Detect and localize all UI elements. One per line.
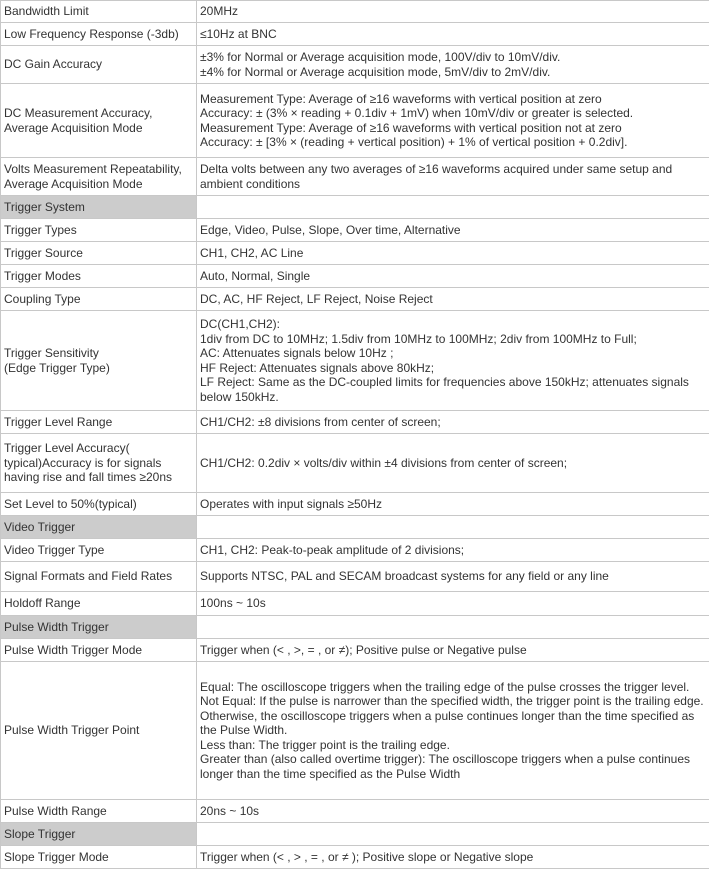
spec-label: DC Gain Accuracy bbox=[1, 46, 197, 84]
spec-label: Signal Formats and Field Rates bbox=[1, 562, 197, 592]
spec-value: Operates with input signals ≥50Hz bbox=[197, 493, 709, 516]
section-title: Slope Trigger bbox=[1, 823, 197, 846]
spec-value: Auto, Normal, Single bbox=[197, 265, 709, 288]
spec-table-body bbox=[1, 1, 709, 869]
table-row bbox=[1, 562, 709, 592]
table-row bbox=[1, 23, 709, 46]
table-row bbox=[1, 539, 709, 562]
table-row bbox=[1, 242, 709, 265]
section-title: Video Trigger bbox=[1, 516, 197, 539]
spec-label: DC Measurement Accuracy, Average Acquisition Mode bbox=[1, 84, 197, 158]
section-header-row bbox=[1, 616, 709, 639]
spec-label: Pulse Width Trigger Mode bbox=[1, 639, 197, 662]
spec-value: Supports NTSC, PAL and SECAM broadcast systems for any field or any line bbox=[197, 562, 709, 592]
spec-value: 100ns ~ 10s bbox=[197, 592, 709, 616]
table-row bbox=[1, 46, 709, 84]
section-blank bbox=[197, 196, 709, 219]
spec-value: Edge, Video, Pulse, Slope, Over time, Alternative bbox=[197, 219, 709, 242]
table-row bbox=[1, 846, 709, 869]
table-row bbox=[1, 265, 709, 288]
table-row bbox=[1, 639, 709, 662]
table-row bbox=[1, 311, 709, 411]
spec-label: Trigger Source bbox=[1, 242, 197, 265]
table-row bbox=[1, 219, 709, 242]
spec-label: Coupling Type bbox=[1, 288, 197, 311]
spec-label: Trigger Sensitivity (Edge Trigger Type) bbox=[1, 311, 197, 411]
spec-label: Trigger Level Range bbox=[1, 411, 197, 434]
spec-label: Trigger Level Accuracy( typical)Accuracy is for signals having rise and fall times ≥20ns bbox=[1, 434, 197, 493]
table-row bbox=[1, 493, 709, 516]
spec-value: DC, AC, HF Reject, LF Reject, Noise Reject bbox=[197, 288, 709, 311]
section-title: Pulse Width Trigger bbox=[1, 616, 197, 639]
section-header-row bbox=[1, 196, 709, 219]
spec-value: CH1, CH2, AC Line bbox=[197, 242, 709, 265]
spec-label: Bandwidth Limit bbox=[1, 1, 197, 23]
section-title: Trigger System bbox=[1, 196, 197, 219]
section-header-row bbox=[1, 516, 709, 539]
spec-label: Trigger Types bbox=[1, 219, 197, 242]
spec-value: CH1/CH2: 0.2div × volts/div within ±4 divisions from center of screen; bbox=[197, 434, 709, 493]
spec-value: Trigger when (< , > , = , or ≠ ); Positive slope or Negative slope bbox=[197, 846, 709, 869]
spec-label: Slope Trigger Mode bbox=[1, 846, 197, 869]
table-row bbox=[1, 434, 709, 493]
spec-label: Pulse Width Range bbox=[1, 800, 197, 823]
spec-label: Set Level to 50%(typical) bbox=[1, 493, 197, 516]
table-row bbox=[1, 84, 709, 158]
spec-label: Low Frequency Response (-3db) bbox=[1, 23, 197, 46]
spec-label: Video Trigger Type bbox=[1, 539, 197, 562]
section-blank bbox=[197, 516, 709, 539]
spec-value: ±3% for Normal or Average acquisition mode, 100V/div to 10mV/div. ±4% for Normal or Average acquisition mode, 5mV/div to 2mV/div. bbox=[197, 46, 709, 84]
spec-value: ≤10Hz at BNC bbox=[197, 23, 709, 46]
spec-label: Volts Measurement Repeatability, Average Acquisition Mode bbox=[1, 158, 197, 196]
table-row bbox=[1, 158, 709, 196]
spec-value: CH1, CH2: Peak-to-peak amplitude of 2 divisions; bbox=[197, 539, 709, 562]
spec-value: Measurement Type: Average of ≥16 waveforms with vertical position at zero Accuracy: ± (3% × reading + 0.1div + 1mV) when 10mV/div or greater is selected. Measurement Type: Average of ≥16 waveforms with vertical position not at zero Accuracy: ± [3% × (reading + vertical position) + 1% of vertical position + 0.2div]. bbox=[197, 84, 709, 158]
spec-value: 20MHz bbox=[197, 1, 709, 23]
table-row bbox=[1, 800, 709, 823]
section-header-row bbox=[1, 823, 709, 846]
section-blank bbox=[197, 616, 709, 639]
section-blank bbox=[197, 823, 709, 846]
spec-value: DC(CH1,CH2): 1div from DC to 10MHz; 1.5div from 10MHz to 100MHz; 2div from 100MHz to Full; AC: Attenuates signals below 10Hz ; HF Reject: Attenuates signals above 80kHz; LF Reject: Same as the DC-coupled limits for frequencies above 150kHz; attenuates signals below 150kHz. bbox=[197, 311, 709, 411]
table-row bbox=[1, 1, 709, 23]
spec-value: CH1/CH2: ±8 divisions from center of screen; bbox=[197, 411, 709, 434]
spec-label: Trigger Modes bbox=[1, 265, 197, 288]
table-row bbox=[1, 411, 709, 434]
table-row bbox=[1, 592, 709, 616]
spec-label: Holdoff Range bbox=[1, 592, 197, 616]
spec-value: Delta volts between any two averages of ≥16 waveforms acquired under same setup and ambient conditions bbox=[197, 158, 709, 196]
table-row bbox=[1, 662, 709, 800]
spec-label: Pulse Width Trigger Point bbox=[1, 662, 197, 800]
spec-value: Trigger when (< , >, = , or ≠); Positive pulse or Negative pulse bbox=[197, 639, 709, 662]
spec-value: Equal: The oscilloscope triggers when the trailing edge of the pulse crosses the trigger level. Not Equal: If the pulse is narrower than the specified width, the trigger point is the trailing edge. Otherwise, the oscilloscope triggers when a pulse continues longer than the time specified as the Pulse Width. Less than: The trigger point is the trailing edge. Greater than (also called overtime trigger): The oscilloscope triggers when a pulse continues longer than the time specified as the Pulse Width bbox=[197, 662, 709, 800]
table-row bbox=[1, 288, 709, 311]
spec-value: 20ns ~ 10s bbox=[197, 800, 709, 823]
